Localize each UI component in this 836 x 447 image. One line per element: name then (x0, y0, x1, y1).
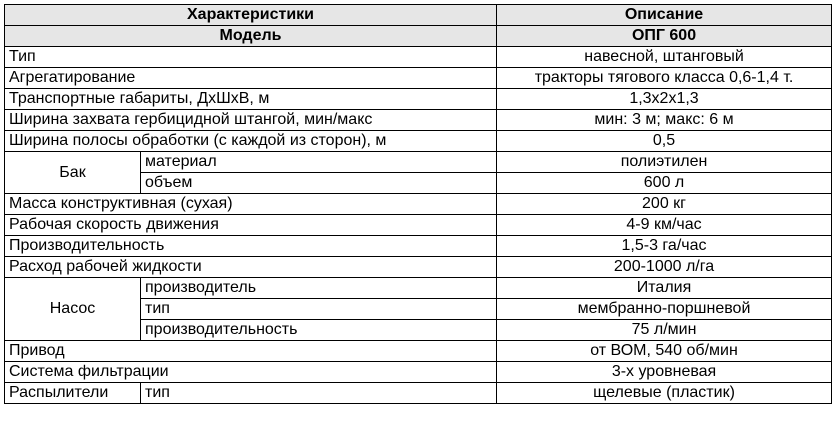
row-sublabel: материал (141, 152, 497, 173)
row-value: 600 л (497, 173, 832, 194)
row-label: Система фильтрации (5, 362, 497, 383)
table-row (5, 47, 832, 68)
row-sublabel: производитель (141, 278, 497, 299)
row-value: 4-9 км/час (497, 215, 832, 236)
model-label: Модель (5, 26, 497, 47)
row-sublabel: объем (141, 173, 497, 194)
table-row (5, 236, 832, 257)
model-value: ОПГ 600 (497, 26, 832, 47)
row-sublabel: тип (141, 299, 497, 320)
row-label: Агрегатирование (5, 68, 497, 89)
table-row (5, 152, 832, 173)
specifications-table (4, 4, 832, 404)
row-label: Транспортные габариты, ДхШхВ, м (5, 89, 497, 110)
table-row (5, 68, 832, 89)
row-value: щелевые (пластик) (497, 383, 832, 404)
table-row (5, 257, 832, 278)
row-value: 200-1000 л/га (497, 257, 832, 278)
row-label: Привод (5, 341, 497, 362)
row-label: Тип (5, 47, 497, 68)
row-label: Распылители (5, 383, 141, 404)
model-row (5, 26, 832, 47)
table-row (5, 341, 832, 362)
tank-group-label: Бак (5, 152, 141, 194)
row-value: полиэтилен (497, 152, 832, 173)
row-value: тракторы тягового класса 0,6-1,4 т. (497, 68, 832, 89)
row-sublabel: тип (141, 383, 497, 404)
row-value: 1,3х2х1,3 (497, 89, 832, 110)
table-row (5, 110, 832, 131)
row-label: Масса конструктивная (сухая) (5, 194, 497, 215)
row-value: Италия (497, 278, 832, 299)
table-row (5, 383, 832, 404)
table-row (5, 89, 832, 110)
row-value: 1,5-3 га/час (497, 236, 832, 257)
pump-group-label: Насос (5, 278, 141, 341)
row-value: 75 л/мин (497, 320, 832, 341)
row-value: навесной, штанговый (497, 47, 832, 68)
table-row (5, 131, 832, 152)
table-row (5, 362, 832, 383)
column-header-description: Описание (497, 5, 832, 26)
row-label: Ширина захвата гербицидной штангой, мин/макс (5, 110, 497, 131)
row-value: 0,5 (497, 131, 832, 152)
row-value: мин: 3 м; макс: 6 м (497, 110, 832, 131)
row-value: 200 кг (497, 194, 832, 215)
row-label: Ширина полосы обработки (с каждой из сторон), м (5, 131, 497, 152)
table-header-row (5, 5, 832, 26)
table-row (5, 215, 832, 236)
row-value: от ВОМ, 540 об/мин (497, 341, 832, 362)
row-value: мембранно-поршневой (497, 299, 832, 320)
row-label: Рабочая скорость движения (5, 215, 497, 236)
table-row (5, 194, 832, 215)
row-sublabel: производительность (141, 320, 497, 341)
table-row (5, 278, 832, 299)
row-label: Производительность (5, 236, 497, 257)
row-value: 3-х уровневая (497, 362, 832, 383)
row-label: Расход рабочей жидкости (5, 257, 497, 278)
column-header-characteristics: Характеристики (5, 5, 497, 26)
